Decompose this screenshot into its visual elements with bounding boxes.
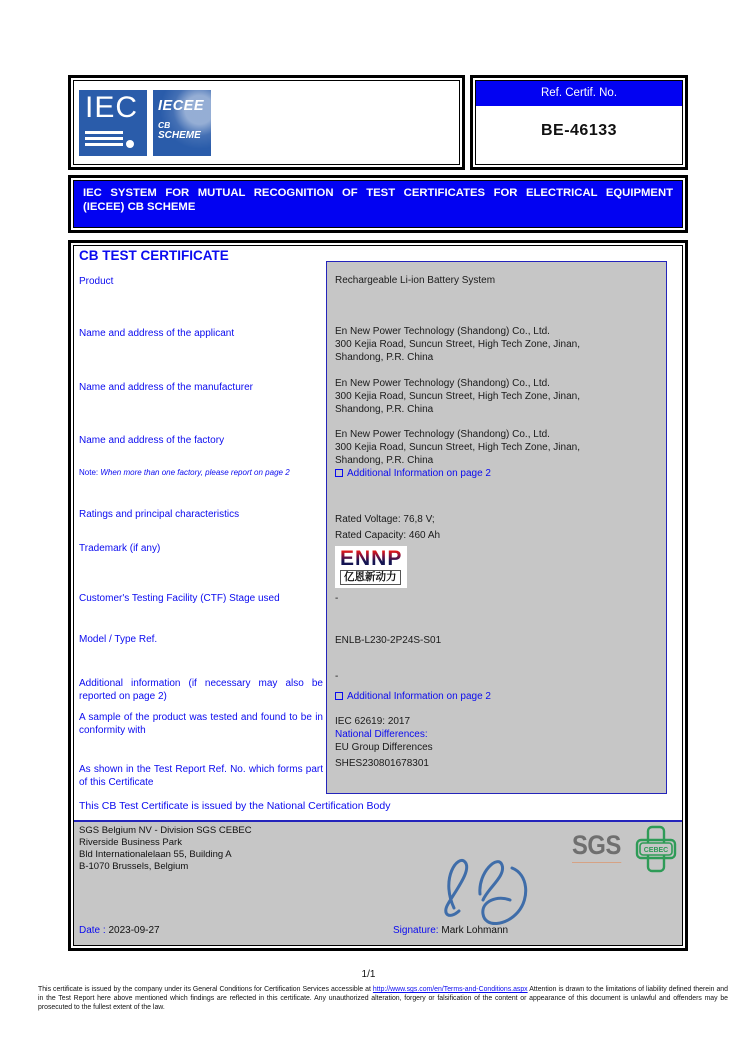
cebec-logo	[634, 825, 678, 873]
label-ratings: Ratings and principal characteristics	[79, 509, 240, 520]
iecee-logo-title: IECEE	[158, 97, 205, 114]
label-test-report: As shown in the Test Report Ref. No. which forms part of this Certificate	[79, 764, 323, 788]
signature-image	[422, 848, 540, 932]
date-value: 2023-09-27	[108, 925, 160, 936]
applicant-company: En New Power Technology (Shandong) Co., Ltd.	[335, 326, 550, 337]
ncb-section	[74, 820, 682, 945]
factory-additional-info	[335, 467, 657, 480]
value-additional-dash: -	[335, 671, 339, 682]
scheme-banner-line2: (IECEE) CB SCHEME	[83, 201, 196, 213]
legal-intro: This certificate is issued by the company under its General Conditions for Certification Services accessible at	[38, 986, 373, 993]
scheme-banner	[68, 175, 688, 233]
note-body: When more than one factory, please report on page 2	[100, 468, 290, 477]
issued-statement: This CB Test Certificate is issued by the National Certification Body	[79, 800, 391, 812]
label-conformity: A sample of the product was tested and found to be in conformity with	[79, 712, 323, 736]
label-model: Model / Type Ref.	[79, 634, 158, 645]
ncb-name: SGS Belgium NV - Division SGS CEBEC	[79, 825, 252, 836]
applicant-address-line2: Shandong, P.R. China	[335, 352, 434, 363]
additional-info-label: Additional Information on page 2	[347, 468, 491, 479]
iecee-logo-cb: CB	[158, 119, 171, 130]
label-ctf: Customer's Testing Facility (CTF) Stage used	[79, 593, 280, 604]
certificate-title: CB TEST CERTIFICATE	[79, 248, 229, 263]
checkbox-icon[interactable]	[335, 692, 343, 700]
value-factory-address	[335, 428, 657, 480]
applicant-address-line1: 300 Kejia Road, Suncun Street, High Tech Zone, Jinan,	[335, 339, 580, 350]
ncb-address	[79, 825, 252, 873]
date-row	[79, 925, 160, 936]
manufacturer-address-line1: 300 Kejia Road, Suncun Street, High Tech Zone, Jinan,	[335, 391, 580, 402]
factory-company: En New Power Technology (Shandong) Co., Ltd.	[335, 429, 550, 440]
signature-name: Mark Lohmann	[441, 925, 509, 936]
signature-label: Signature:	[393, 925, 439, 936]
value-ratings	[335, 512, 657, 544]
label-trademark: Trademark (if any)	[79, 543, 161, 554]
additional-info-label: Additional Information on page 2	[347, 691, 491, 702]
value-test-report-number: SHES230801678301	[335, 758, 429, 769]
iec-logo-text: IEC	[85, 90, 139, 124]
value-trademark	[335, 546, 657, 588]
scheme-banner-line1: IEC SYSTEM FOR MUTUAL RECOGNITION OF TEST CERTIFICATES FOR ELECTRICAL EQUIPMENT	[83, 187, 673, 199]
value-product: Rechargeable Li-ion Battery System	[335, 275, 496, 286]
manufacturer-address-line2: Shandong, P.R. China	[335, 404, 434, 415]
standard-reference: IEC 62619: 2017	[335, 716, 411, 727]
note-prefix: Note:	[79, 468, 101, 477]
label-additional: Additional information (if necessary may also be reported on page 2)	[79, 678, 323, 702]
label-factory-note	[79, 468, 339, 477]
value-panel	[326, 261, 667, 794]
factory-address-line2: Shandong, P.R. China	[335, 455, 434, 466]
ennp-logo-chinese-text: 亿恩新动力	[340, 570, 401, 585]
label-manufacturer: Name and address of the manufacturer	[79, 382, 253, 393]
value-ctf: -	[335, 593, 339, 604]
certificate-body	[68, 240, 688, 951]
manufacturer-company: En New Power Technology (Shandong) Co., Ltd.	[335, 378, 550, 389]
ref-certif-label: Ref. Certif. No.	[476, 81, 682, 106]
svg-text:CEBEC: CEBEC	[643, 847, 669, 854]
rated-voltage: Rated Voltage: 76,8 V;	[335, 514, 435, 525]
page-number: 1/1	[361, 969, 376, 980]
rated-capacity: Rated Capacity: 460 Ah	[335, 530, 441, 541]
national-differences-label: National Differences:	[335, 729, 428, 740]
label-product: Product	[79, 276, 114, 287]
legal-body: Attention is drawn to the limitations of liability defined therein and in the Test Report here above mentioned which findings are reflected in this certificate. Any unauthorized alteration, forgery or falsification of the content or appearance of this document is unlawful and offenders may be prosecuted to the fullest extent of the law.	[38, 986, 728, 1012]
national-differences-value: EU Group Differences	[335, 742, 433, 753]
ref-certif-panel	[470, 75, 688, 170]
factory-address-line1: 300 Kejia Road, Suncun Street, High Tech Zone, Jinan,	[335, 442, 580, 453]
iecee-logo-scheme: SCHEME	[158, 129, 201, 141]
label-factory: Name and address of the factory	[79, 435, 225, 446]
date-label: Date :	[79, 925, 106, 936]
logo-panel	[68, 75, 465, 170]
value-applicant-address	[335, 325, 657, 364]
additional-info-row	[335, 690, 657, 703]
value-manufacturer-address	[335, 377, 657, 416]
iecee-cb-scheme-logo	[153, 90, 211, 156]
label-applicant: Name and address of the applicant	[79, 328, 235, 339]
value-model: ENLB-L230-2P24S-S01	[335, 635, 442, 646]
ncb-address-line1: Riverside Business Park	[79, 837, 182, 848]
ennp-trademark-logo	[335, 546, 407, 588]
iec-logo-bars-icon	[85, 131, 137, 149]
value-conformity	[335, 715, 657, 754]
terms-link[interactable]: http://www.sgs.com/en/Terms-and-Conditions.aspx	[372, 986, 528, 993]
sgs-logo: SGS	[572, 830, 621, 863]
legal-text	[38, 985, 728, 1013]
signature-row	[393, 925, 508, 936]
ennp-logo-text: ENNP	[340, 547, 403, 570]
ncb-address-line3: B-1070 Brussels, Belgium	[79, 861, 189, 872]
ncb-address-line2: Bld Internationalelaan 55, Building A	[79, 849, 232, 860]
iec-logo	[79, 90, 147, 156]
certificate-number: BE-46133	[540, 122, 618, 139]
